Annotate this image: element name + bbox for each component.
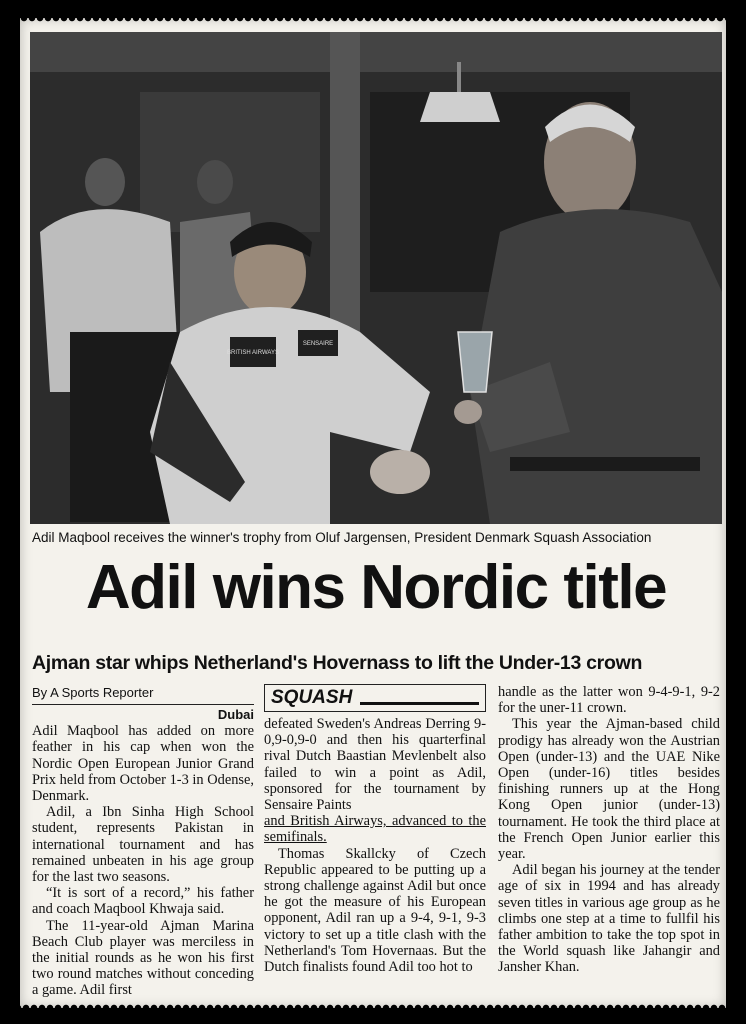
headline: Adil wins Nordic title xyxy=(85,553,667,622)
paragraph: This year the Ajman-based child prodigy has already won the Austrian Open (under-13) and the UAE Nike Open (under-16) titles besides finishing runners up at the Hong Kong Open junior (under-13) tournament. He took the third place at the French Open Junior earlier this year. xyxy=(498,716,720,863)
article-column-3 xyxy=(498,684,720,976)
paragraph: Adil began his journey at the tender age of six in 1994 and has already seven titles in various age group as he climbs one step at a time to fullfil his father ambition to take the top spot in the World squash like Jahangir and Jansher Khan. xyxy=(498,862,720,976)
article-column-1 xyxy=(32,684,254,999)
paragraph: Adil, a Ibn Sinha High School student, represents Pakistan in international tournament and has remained unbeaten in his age group for the last two seasons. xyxy=(32,804,254,886)
paragraph: and British Airways, advanced to the semifinals. xyxy=(264,813,486,846)
dateline: Dubai xyxy=(217,707,254,723)
badge-left-text: BRITISH AIRWAYS xyxy=(227,350,279,356)
news-photo xyxy=(30,32,722,524)
paragraph: handle as the latter won 9-4-9-1, 9-2 for the uner-11 crown. xyxy=(498,684,720,717)
badge-right-text: SENSAIRE xyxy=(302,341,334,347)
photo-caption: Adil Maqbool receives the winner's trophy from Oluf Jargensen, President Denmark Squash Association xyxy=(32,530,652,545)
section-rule xyxy=(360,702,479,705)
article-column-2 xyxy=(264,684,486,975)
paragraph: Thomas Skallcky of Czech Republic appeared to be putting up a strong challenge against Adil but once he got the measure of his European opponent, Adil ran up a 9-4, 9-1, 9-3 victory to set up a title clash with the Netherland's Tom Hovernaas. But the Dutch finalists found Adil too hot to xyxy=(264,845,486,976)
section-label xyxy=(264,684,486,712)
paragraph: Adil Maqbool has added on more feather in his cap when won the Nordic Open European Junior Grand Prix held from October 1-3 in Odense, Denmark. xyxy=(32,723,254,805)
paragraph: “It is sort of a record,” his father and coach Maqbool Khwaja said. xyxy=(32,885,254,918)
subheadline: Ajman star whips Netherland's Hovernass to lift the Under-13 crown xyxy=(32,652,643,674)
paragraph: The 11-year-old Ajman Marina Beach Club player was merciless in the initial rounds as he won his first two round matches without conceding a game. Adil first xyxy=(32,917,254,999)
section-label-text: SQUASH xyxy=(271,686,353,708)
paragraph: defeated Sweden's Andreas Derring 9-0,9-0,9-0 and then his quarterfinal rival Dutch Baastian Mevlenbelt also failed to win a point as Adil, sponsored for the tournament by Sensaire Paints xyxy=(264,716,486,814)
byline: By A Sports Reporter xyxy=(32,684,254,705)
newspaper-clipping xyxy=(20,18,726,1008)
